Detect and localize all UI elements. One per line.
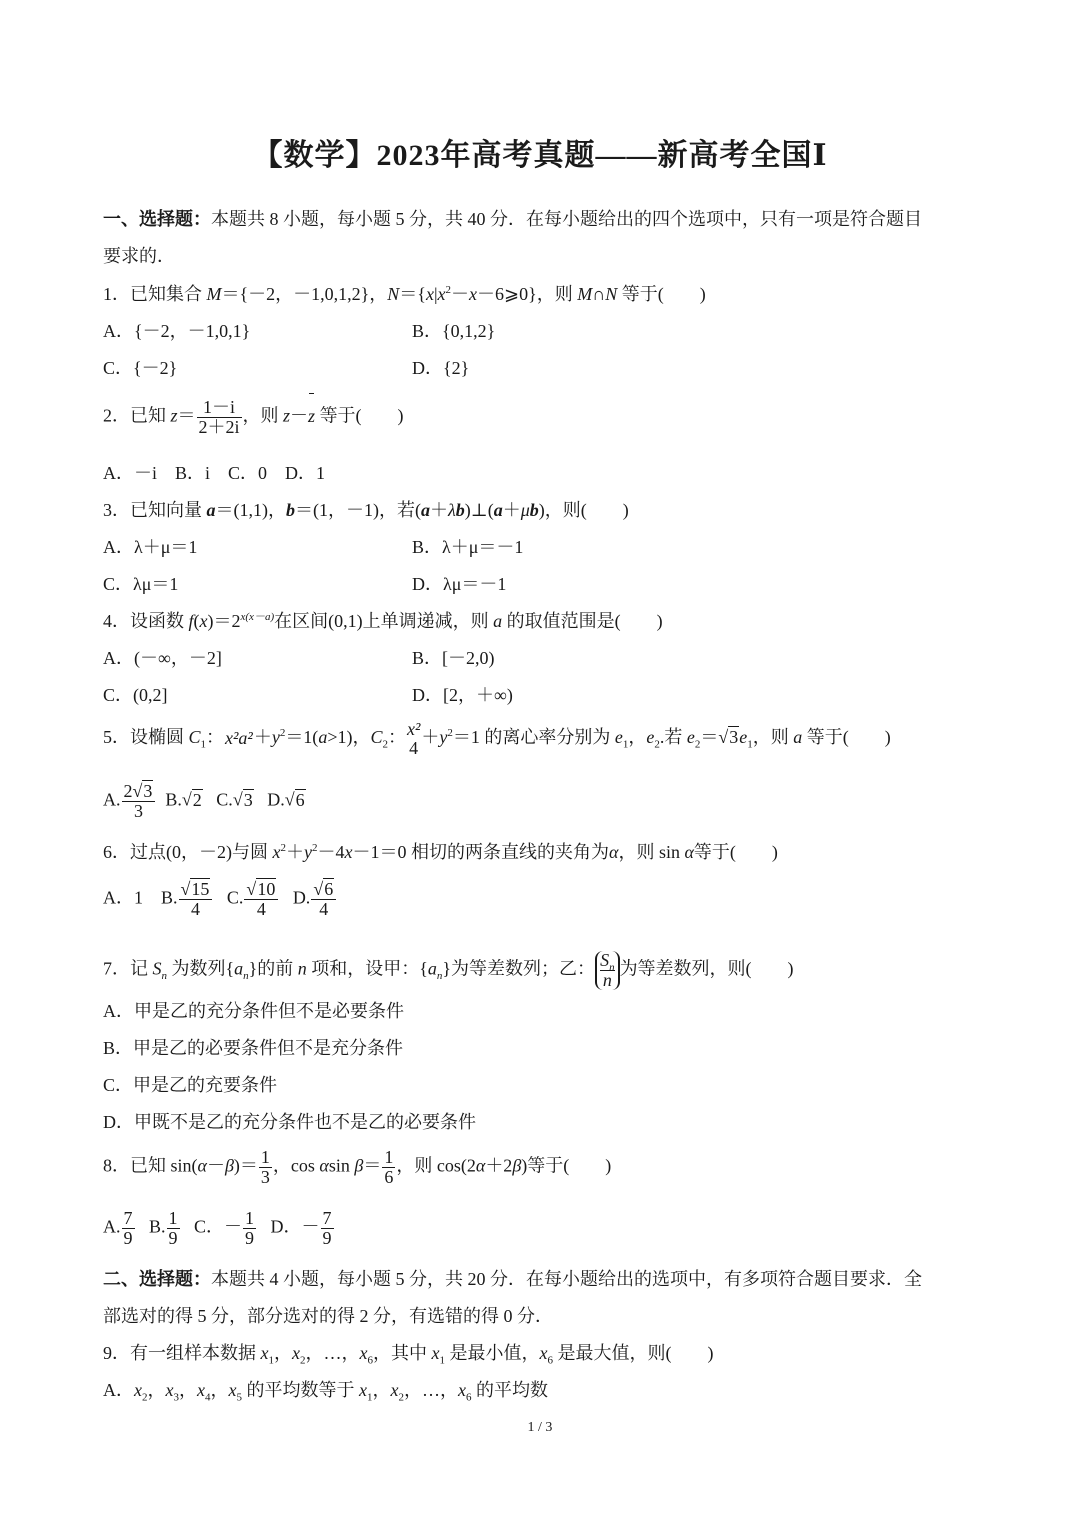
q4-option-d: D．[2，＋∞) [412,685,513,705]
q1-option-a: A．{－2，－1,0,1} [103,321,251,341]
page-title: 【数学】2023年高考真题——新高考全国Ⅰ [252,139,828,172]
section1-desc-line2: 要求的． [103,246,175,266]
q7-option-d: D．甲既不是乙的充分条件也不是乙的必要条件 [103,1112,476,1132]
q5-options: A. $\frac{2√3}{3}$ B.√2 C.√3 D.√6 [103,781,305,821]
q8-options: A. $\frac{7}{9}$ B. $\frac{1}{9}$ C．－ $\frac{1}{9}$ D．－ $\frac{7}{9}$ [103,1208,332,1248]
question-9: 9．有一组样本数据 $x_1$，$x_2$，…，$x_6$，其中 $x_1$ 是最小值，$x_6$ 是最大值，则( ) [103,1343,714,1367]
q9-option-a: A．$x_2$，$x_3$，$x_4$，$x_5$ 的平均数等于 $x_1$，$x_2$，…，$x_6$ 的平均数 [103,1380,548,1404]
page-number: 1 / 3 [527,1420,553,1435]
q1-option-c: C．{－2} [103,358,178,378]
q1-option-b: B．{0,1,2} [412,321,496,341]
q1-option-d: D．{2} [412,358,470,378]
z-conjugate: z [308,403,315,429]
question-1: 1．已知集合 M＝{－2，－1,0,1,2}，$N=\{x|x^2-x-6⩾0\}$，则 M∩N 等于( ) [103,284,706,304]
q7-option-c: C．甲是乙的充要条件 [103,1075,278,1095]
q4-option-c: C．(0,2] [103,685,168,705]
section1-desc-line1: 本题共 8 小题，每小题 5 分，共 40 分．在每小题给出的四个选项中，只有一项是符合题目 [211,209,922,229]
section2-header [103,1266,922,1292]
section1-label: 一、选择题： [103,209,211,229]
q2-options: A．－i B．i C．0 D．1 [103,463,326,483]
section2-desc-line1: 本题共 4 小题，每小题 5 分，共 20 分．在每小题给出的选项中，有多项符合题目要求．全 [211,1269,922,1289]
question-5: 5．设椭圆 $C_1$：$x^2a^2+y^2=1(a>1)$，$C_2$：x² 4 $+y^2=1$ 的离心率分别为 $e_1$，$e_2$.若 $e_2=√3e_1$，则 a 等于( ) [103,719,891,758]
q3-option-d: D．λμ＝－1 [412,574,507,594]
q3-option-c: C．λμ＝1 [103,574,179,594]
q4-option-b: B．[－2,0) [412,648,495,668]
question-3: 3．已知向量 a＝(1,1)，b＝(1，－1)，若(a＋λb)⊥(a＋μb)，则( ) [103,500,629,520]
question-4: 4．设函数 $f(x)=2^{x(x-a)}$在区间(0,1)上单调递减，则 a 的取值范围是( ) [103,611,663,631]
q2-fraction: $\frac{1-i}{2+2i}$ [198,397,240,437]
q7-option-b: B．甲是乙的必要条件但不是充分条件 [103,1038,404,1058]
q3-option-b: B．λ＋μ＝－1 [412,537,524,557]
question-7: 7．记 $S_n$ 为数列$\{a_n\}$的前 n 项和，设甲：$\{a_n\}$为等差数列；乙： $\frac{S_n}{n}$为等差数列，则( ) [103,950,794,990]
question-8: 8．已知 sin(α－β)＝ $\frac{1}{3}$ ，cos αsin β＝ $\frac{1}{6}$ ，则 cos(2α＋2β)等于( ) [103,1147,612,1187]
question-2: 2．已知 z＝ $\frac{1-i}{2+2i}$ ，则 z－z 等于( ) [103,397,404,437]
section2-desc-line2: 部选对的得 5 分，部分选对的得 2 分，有选错的得 0 分． [103,1306,553,1326]
question-6: 6．过点(0，－2)与圆 $x^2+y^2-4x-1=0$ 相切的两条直线的夹角为α，则 sin α等于( ) [103,842,778,862]
section2-label: 二、选择题： [103,1269,211,1289]
q6-options: A．1 B. $\frac{√15}{4}$ C. $\frac{√10}{4}$ D. $\frac{√6}{4}$ [103,880,337,919]
q3-option-a: A．λ＋μ＝1 [103,537,198,557]
sn-over-n-sequence: $\frac{S_n}{n}$ [595,951,620,990]
section1-header [103,206,922,232]
q7-option-a: A．甲是乙的充分条件但不是必要条件 [103,1001,404,1021]
q4-option-a: A．(－∞，－2] [103,648,222,668]
